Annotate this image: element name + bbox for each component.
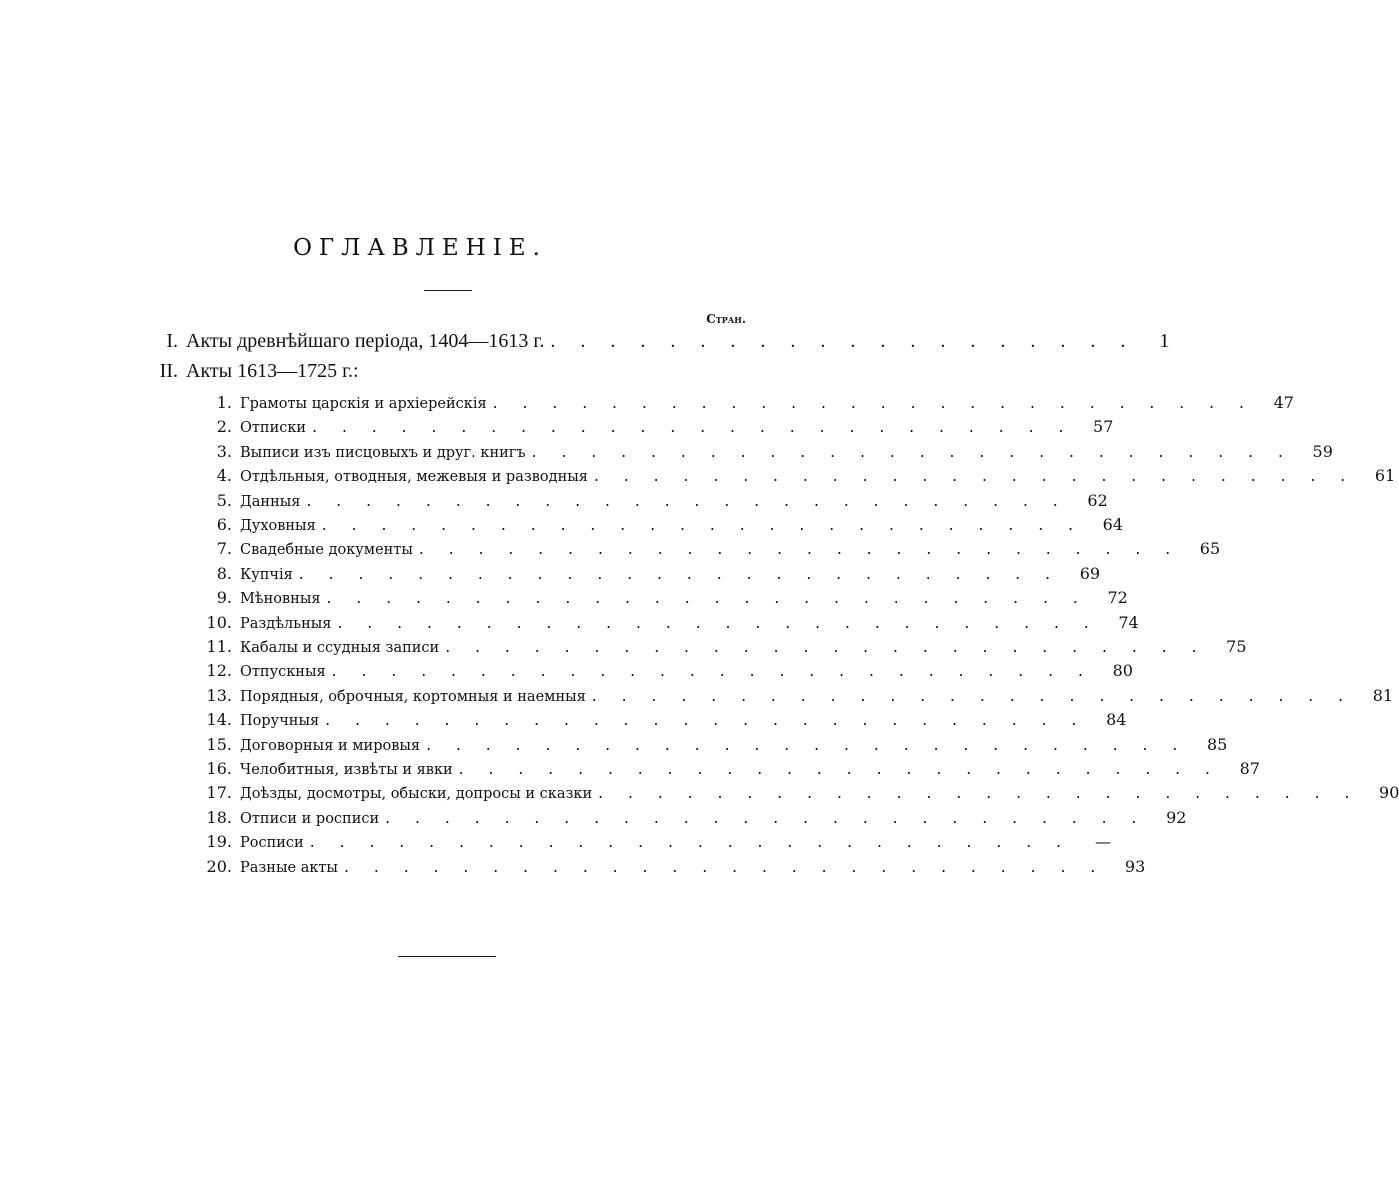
item-number: 18. (206, 807, 232, 827)
toc-item (190, 637, 1247, 656)
dot-leader: . . . . . . . . . . . . . . . . . . . . . . . . . . (591, 686, 1354, 705)
item-label: Отписки (240, 420, 307, 437)
dot-leader: . . . . . . . . . . . . . . . . . . . . . . . . . . (598, 784, 1360, 803)
dot-leader: . . . . . . . . . . . . . . . . . . . . . . . . . . (531, 442, 1293, 461)
item-page: 72 (1107, 588, 1128, 608)
dot-leader: . . . . . . . . . . . . . . . . . . . . . . . . . . (492, 394, 1254, 412)
dot-leader: . . . . . . . . . . . . . . . . . . . . . . . . . . (458, 760, 1220, 778)
item-label: Духовныя (240, 518, 316, 534)
toc-item (190, 393, 1294, 412)
toc-part-two (148, 360, 359, 383)
item-label: Грамоты царскія и архіерейскія (240, 396, 487, 412)
part-label: Акты 1613—1725 г.: (186, 360, 359, 382)
item-page: 90 (1379, 783, 1399, 803)
item-number: 14. (206, 710, 232, 730)
item-page: 62 (1087, 490, 1108, 510)
item-number: 5. (216, 490, 232, 510)
item-page: 93 (1124, 856, 1146, 876)
item-label: Челобитныя, извѣты и явки (240, 762, 453, 778)
item-number: 8. (216, 563, 232, 583)
toc-item (190, 466, 1396, 486)
item-label: Доѣзды, досмотры, обыски, допросы и сказки (240, 786, 593, 803)
part-page: 1 (1159, 330, 1170, 352)
item-number: 16. (206, 759, 232, 778)
item-label: Мѣновныя (240, 591, 321, 608)
item-page: 59 (1312, 441, 1333, 461)
dot-leader: . . . . . . . . . . . . . . . . . . . . . . . . . . (418, 540, 1181, 559)
toc-item (190, 612, 1139, 632)
toc-item (190, 563, 1101, 583)
item-page: — (1095, 832, 1112, 852)
toc-item (190, 588, 1128, 608)
toc-item (190, 759, 1260, 778)
item-label: Купчія (240, 566, 293, 583)
dot-leader: . . . . . . . . . . . . . . . . . . . . . . . . . . (321, 516, 1084, 534)
toc-item (190, 783, 1399, 803)
item-number: 2. (216, 417, 232, 437)
item-number: 13. (206, 685, 232, 705)
item-page: 75 (1226, 637, 1247, 656)
toc-item (190, 734, 1228, 754)
item-number: 20. (206, 856, 232, 876)
dot-leader: . . . . . . . . . . . . . . . . . . . . . . . . . . (337, 613, 1099, 632)
item-page: 87 (1239, 759, 1260, 778)
item-number: 6. (216, 515, 232, 534)
dot-leader: . . . . . . . . . . . . . . . . . . . . . . . . . . (331, 662, 1093, 681)
dot-leader: . . . . . . . . . . . . . . . . . . . . . . . . . . (445, 638, 1207, 656)
toc-item (190, 685, 1394, 705)
item-number: 10. (206, 612, 232, 632)
item-label: Отдѣльныя, отводныя, межевыя и разводныя (240, 469, 588, 486)
item-label: Свадебные документы (240, 542, 413, 559)
item-page: 81 (1372, 685, 1394, 705)
item-page: 61 (1374, 466, 1396, 486)
toc-item (190, 832, 1112, 852)
toc-part-one (148, 330, 1170, 353)
item-label: Выписи изъ писцовыхъ и друг. книгъ (240, 444, 526, 461)
item-page: 47 (1273, 393, 1294, 412)
dot-leader: . . . . . . . . . . . . . . . . . . . . . . . . . . (325, 711, 1087, 730)
dot-leader: . . . . . . . . . . . . . . . . . . . . . . . . . . (385, 808, 1147, 827)
item-number: 7. (216, 539, 232, 559)
end-divider (398, 956, 496, 957)
item-label: Разные акты (240, 859, 338, 876)
toc-item (190, 515, 1124, 534)
dot-leader: . . . . . . . . . . . . . . . . . . . . . . . . . . (306, 491, 1068, 510)
item-number: 19. (206, 832, 232, 852)
page-column-header: Стран. (706, 312, 746, 326)
item-label: Кабалы и ссудныя записи (240, 640, 440, 656)
item-page: 57 (1093, 417, 1114, 437)
item-number: 4. (216, 466, 232, 486)
item-page: 85 (1206, 734, 1228, 754)
item-number: 11. (206, 637, 232, 656)
item-number: 1. (216, 393, 232, 412)
item-number: 3. (216, 441, 232, 461)
dot-leader: . . . . . . . . . . . . . . . . . . . . . . . . . . (326, 589, 1088, 608)
dot-leader: . . . . . . . . . . . . . . . . . . . . (550, 330, 1136, 352)
item-page: 80 (1112, 661, 1133, 681)
item-page: 64 (1102, 515, 1124, 534)
dot-leader: . . . . . . . . . . . . . . . . . . . . . . . . . . (298, 564, 1061, 583)
dot-leader: . . . . . . . . . . . . . . . . . . . . . . . . . . (343, 857, 1106, 876)
toc-item (190, 661, 1133, 681)
item-label: Поручныя (240, 713, 320, 730)
toc-item (190, 856, 1146, 876)
toc-item (190, 539, 1221, 559)
title-divider (424, 290, 472, 291)
dot-leader: . . . . . . . . . . . . . . . . . . . . . . . . . . (312, 418, 1074, 437)
toc-item (190, 807, 1187, 827)
dot-leader: . . . . . . . . . . . . . . . . . . . . . . . . . . (309, 833, 1072, 852)
toc-item (190, 417, 1114, 437)
item-number: 9. (216, 588, 232, 608)
item-label: Росписи (240, 835, 304, 852)
dot-leader: . . . . . . . . . . . . . . . . . . . . . . . . . . (426, 735, 1188, 754)
toc-item (190, 490, 1108, 510)
part-number: II. (159, 360, 178, 382)
item-number: 12. (206, 661, 232, 681)
item-label: Договорныя и мировыя (240, 737, 421, 754)
item-label: Отпускныя (240, 664, 326, 681)
part-label: Акты древнѣйшаго періода, 1404—1613 г. (186, 330, 545, 352)
toc-item (190, 441, 1333, 461)
page-title: ОГЛАВЛЕНІЕ. (293, 235, 547, 261)
item-page: 92 (1166, 807, 1187, 827)
item-page: 84 (1106, 710, 1127, 730)
item-label: Данныя (240, 493, 301, 510)
item-page: 69 (1079, 563, 1101, 583)
item-label: Раздѣльныя (240, 615, 332, 632)
item-label: Порядныя, оброчныя, кортомныя и наемныя (240, 688, 586, 705)
item-page: 74 (1118, 612, 1139, 632)
item-label: Отписи и росписи (240, 810, 380, 827)
dot-leader: . . . . . . . . . . . . . . . . . . . . . . . . . . (593, 467, 1356, 486)
item-number: 15. (206, 734, 232, 754)
toc-item (190, 710, 1127, 730)
item-page: 65 (1199, 539, 1221, 559)
part-number: I. (166, 330, 178, 352)
item-number: 17. (206, 783, 232, 803)
